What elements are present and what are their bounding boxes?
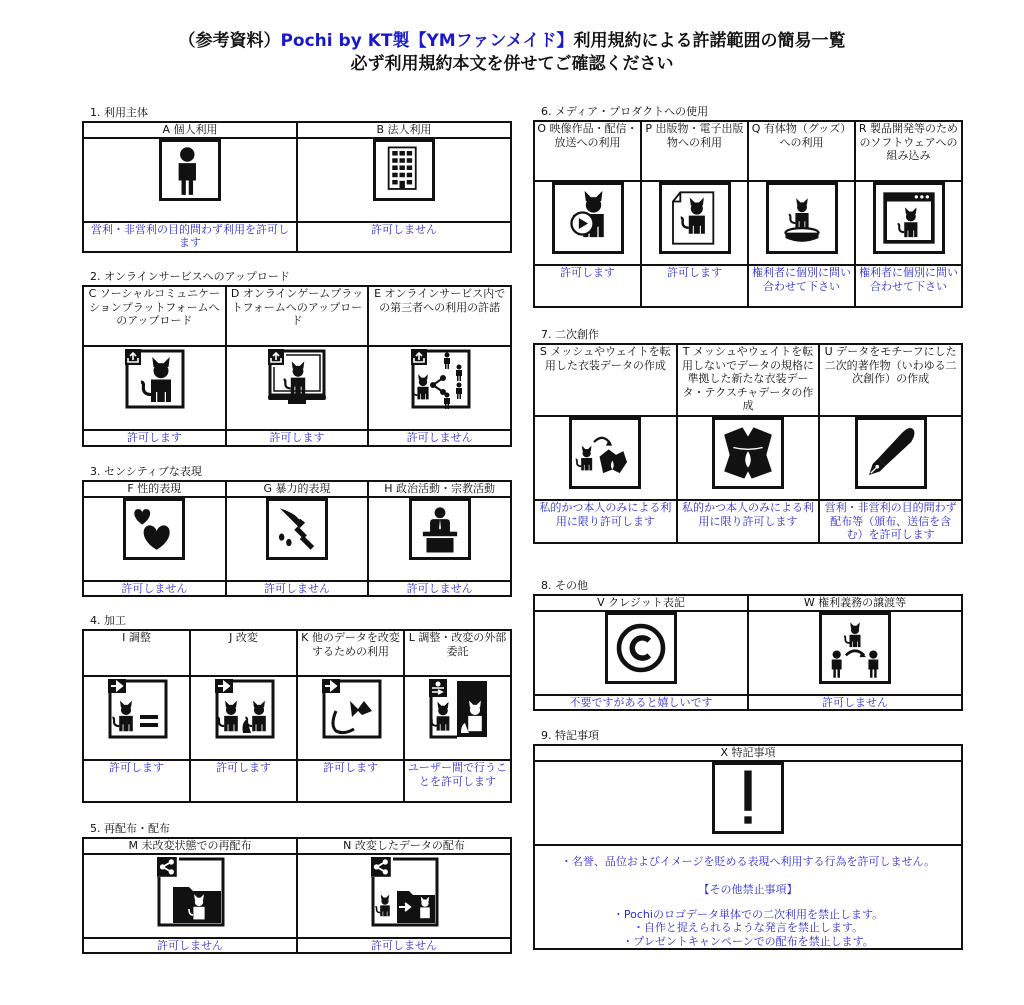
permission-table <box>82 837 512 954</box>
permission-table <box>82 629 512 803</box>
column-header: X 特記事項 <box>534 745 962 761</box>
permission-result: 許可します <box>297 760 404 802</box>
permission-result: 不要ですがあると嬉しいです <box>534 695 748 711</box>
special-notes-table <box>533 744 963 950</box>
column-header: T メッシュやウェイトを転用しないでデータの規格に準拠した新たな衣装データ・テクスチャデータの作成 <box>677 344 820 416</box>
column-header: S メッシュやウェイトを転用した衣装データの作成 <box>534 344 677 416</box>
section-derivative-works <box>533 328 963 544</box>
section-special-notes <box>533 729 963 950</box>
special-notes <box>534 845 962 950</box>
column-header: R 製品開発等のためのソフトウェアへの組み込み <box>855 121 962 181</box>
note-heading: 【その他禁止事項】 <box>698 882 798 896</box>
permission-table <box>533 594 963 711</box>
permission-result: 許可しません <box>748 695 962 711</box>
document-icon <box>659 182 731 254</box>
column-header: K 他のデータを改変するための利用 <box>297 630 404 676</box>
permission-result: 許可します <box>641 265 748 307</box>
title-suffix: 利用規約による許諾範囲の簡易一覧 <box>573 31 846 51</box>
building-icon <box>373 139 435 201</box>
section-other <box>533 579 963 711</box>
column-header: Q 有体物（グッズ）への利用 <box>748 121 855 181</box>
permission-result: 許可しません <box>83 581 226 597</box>
permission-result: 許可しません <box>226 581 369 597</box>
permission-result: 許可しません <box>83 938 297 954</box>
column-header: C ソーシャルコミュニケーションプラットフォームへのアップロード <box>83 286 226 346</box>
section-label: 9. 特記事項 <box>541 729 599 742</box>
permission-result: 許可しません <box>297 938 511 954</box>
section-usage-subject <box>82 106 512 253</box>
pen-nib-icon <box>855 417 927 489</box>
figure-goods-icon <box>766 182 838 254</box>
upload-avatar-icon <box>123 347 185 409</box>
outsourcing-icon <box>427 677 489 739</box>
section-label: 1. 利用主体 <box>90 106 148 119</box>
page-subtitle: 必ず利用規約本文を併せてご確認ください <box>350 54 674 74</box>
section-label: 6. メディア・プロダクトへの使用 <box>541 105 709 118</box>
column-header: N 改変したデータの配布 <box>297 838 511 854</box>
permission-result: 許可します <box>190 760 297 802</box>
permission-result: 許可しません <box>368 430 511 446</box>
section-label: 4. 加工 <box>90 614 126 627</box>
permission-table <box>82 121 512 253</box>
note-line: ・自作と捉えられるような発言を禁止します。 <box>632 921 864 934</box>
note-line: ・Pochiのロゴデータ単体での二次利用を禁止します。 <box>612 907 884 921</box>
share-modified-icon <box>369 855 439 927</box>
note-line: ・プレゼントキャンペーンでの配布を禁止します。 <box>622 934 874 948</box>
permission-table <box>82 285 512 447</box>
permission-result: 許可します <box>83 430 226 446</box>
section-media-product <box>533 105 963 308</box>
column-header: U データをモチーフにした二次的著作物（いわゆる二次創作）の作成 <box>819 344 962 416</box>
column-header: P 出版物・電子出版物への利用 <box>641 121 748 181</box>
title-prefix: （参考資料） <box>178 31 281 51</box>
exclamation-icon <box>712 762 784 834</box>
permission-result: 私的かつ本人のみによる利用に限り許可します <box>534 500 677 543</box>
permission-result: 許可します <box>534 265 641 307</box>
share-folder-icon <box>155 855 225 927</box>
permission-result: 許可しません <box>297 222 511 252</box>
column-header: I 調整 <box>83 630 190 676</box>
costume-reuse-icon <box>569 417 641 489</box>
column-header: F 性的表現 <box>83 481 226 497</box>
section-label: 2. オンラインサービスへのアップロード <box>90 270 290 283</box>
software-window-icon <box>873 182 945 254</box>
permission-result: 許可します <box>226 430 369 446</box>
section-redistribution <box>82 822 512 954</box>
section-sensitive-expression <box>82 465 512 597</box>
permission-result: ユーザー間で行うことを許可します <box>404 760 511 802</box>
column-header: V クレジット表記 <box>534 595 748 611</box>
knife-icon <box>266 498 328 560</box>
modify-icon <box>213 677 275 739</box>
title-brand: Pochi by KT製【YMファンメイド】 <box>280 31 574 51</box>
column-header: B 法人利用 <box>297 122 511 138</box>
section-label: 5. 再配布・配布 <box>90 822 170 835</box>
podium-speaker-icon <box>409 498 471 560</box>
section-label: 3. センシティブな表現 <box>90 465 202 478</box>
permission-result: 権利者に個別に問い合わせて下さい <box>748 265 855 307</box>
video-play-icon <box>552 182 624 254</box>
column-header: D オンラインゲームプラットフォームへのアップロード <box>226 286 369 346</box>
section-online-upload <box>82 270 512 447</box>
column-header: W 権利義務の譲渡等 <box>748 595 962 611</box>
permission-result: 許可しません <box>368 581 511 597</box>
permission-result: 私的かつ本人のみによる利用に限り許可します <box>677 500 820 543</box>
page-title <box>0 30 1024 52</box>
copyright-icon <box>605 612 677 684</box>
adjust-icon <box>106 677 168 739</box>
column-header: E オンラインサービス内での第三者への利用の許諾 <box>368 286 511 346</box>
section-label: 8. その他 <box>541 579 588 592</box>
hearts-icon <box>123 498 185 560</box>
column-header: M 未改変状態での再配布 <box>83 838 297 854</box>
column-header: G 暴力的表現 <box>226 481 369 497</box>
transfer-rights-icon <box>819 612 891 684</box>
column-header: J 改変 <box>190 630 297 676</box>
note-line: ・名誉、品位およびイメージを貶める表現へ利用する行為を許可しません。 <box>560 854 936 868</box>
section-processing <box>82 614 512 803</box>
upload-share-users-icon <box>409 347 471 409</box>
column-header: H 政治活動・宗教活動 <box>368 481 511 497</box>
column-header: O 映像作品・配信・放送への利用 <box>534 121 641 181</box>
permission-result: 権利者に個別に問い合わせて下さい <box>855 265 962 307</box>
section-label: 7. 二次創作 <box>541 328 599 341</box>
permission-table <box>82 480 512 597</box>
permission-table <box>533 120 963 308</box>
permission-result: 営利・非営利の目的問わず配布等（頒布、送信を含む）を許可します <box>819 500 962 543</box>
permission-table <box>533 343 963 544</box>
permission-result: 営利・非営利の目的問わず利用を許可します <box>83 222 297 252</box>
upload-game-platform-icon <box>266 347 328 409</box>
person-icon <box>159 139 221 201</box>
column-header: L 調整・改変の外部委託 <box>404 630 511 676</box>
permission-result: 許可します <box>83 760 190 802</box>
costume-icon <box>712 417 784 489</box>
column-header: A 個人利用 <box>83 122 297 138</box>
parts-reuse-icon <box>320 677 382 739</box>
